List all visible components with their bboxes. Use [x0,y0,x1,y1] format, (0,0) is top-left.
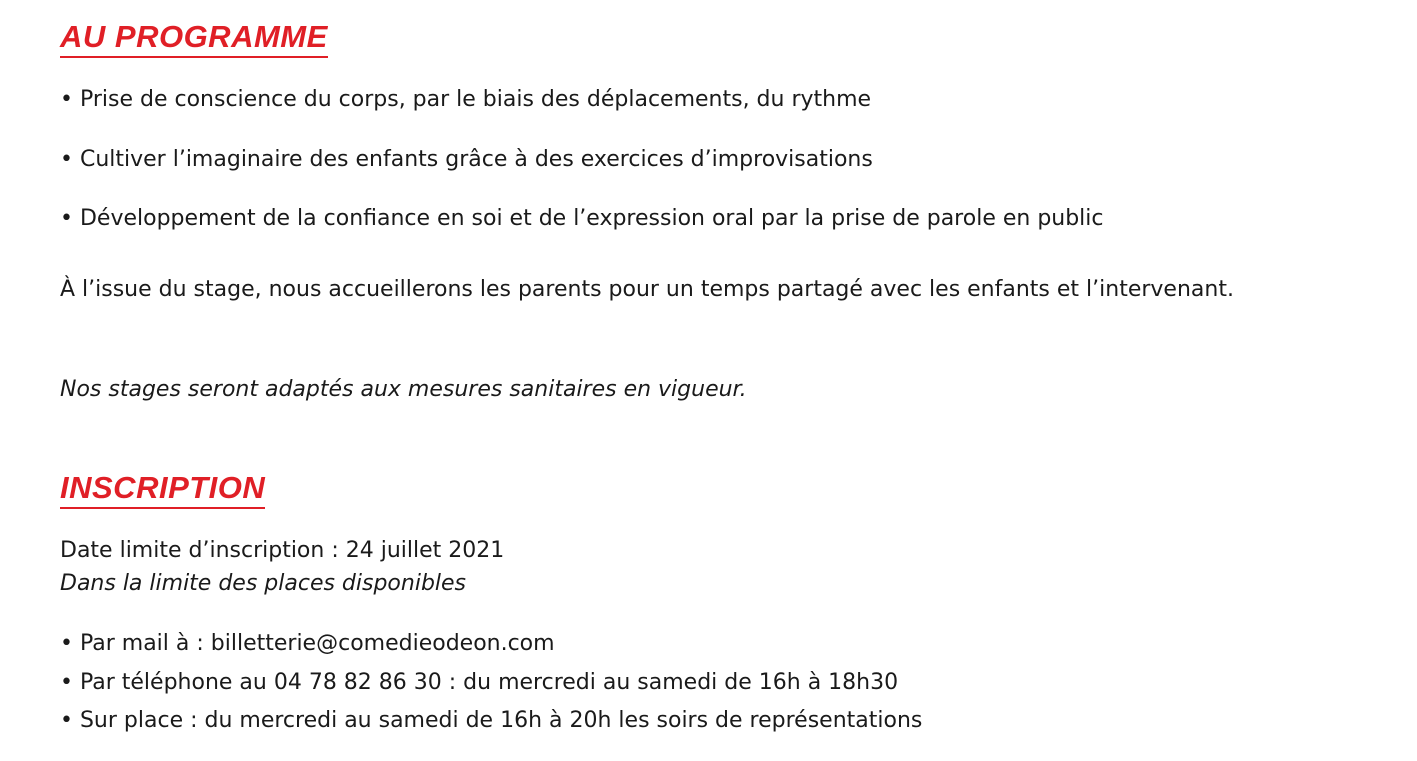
registration-method-onsite: • Sur place : du mercredi au samedi de 16h à 20h les soirs de représentations [60,708,923,733]
registration-method-email: • Par mail à : billetterie@comedieodeon.com [60,631,555,656]
registration-deadline: Date limite d’inscription : 24 juillet 2021 [60,538,505,563]
programme-paragraph: À l’issue du stage, nous accueillerons les parents pour un temps partagé avec les enfants et l’intervenant. [60,277,1234,302]
programme-bullet-3: • Développement de la confiance en soi et de l’expression oral par la prise de parole en public [60,206,1104,231]
sanitary-note: Nos stages seront adaptés aux mesures sanitaires en vigueur. [60,377,747,402]
section-title-inscription: INSCRIPTION [60,471,265,509]
registration-deadline-note: Dans la limite des places disponibles [60,571,467,596]
programme-bullet-1: • Prise de conscience du corps, par le biais des déplacements, du rythme [60,87,872,112]
programme-bullet-2: • Cultiver l’imaginaire des enfants grâce à des exercices d’improvisations [60,147,873,172]
section-title-programme: AU PROGRAMME [60,20,328,58]
registration-method-phone: • Par téléphone au 04 78 82 86 30 : du mercredi au samedi de 16h à 18h30 [60,670,899,695]
